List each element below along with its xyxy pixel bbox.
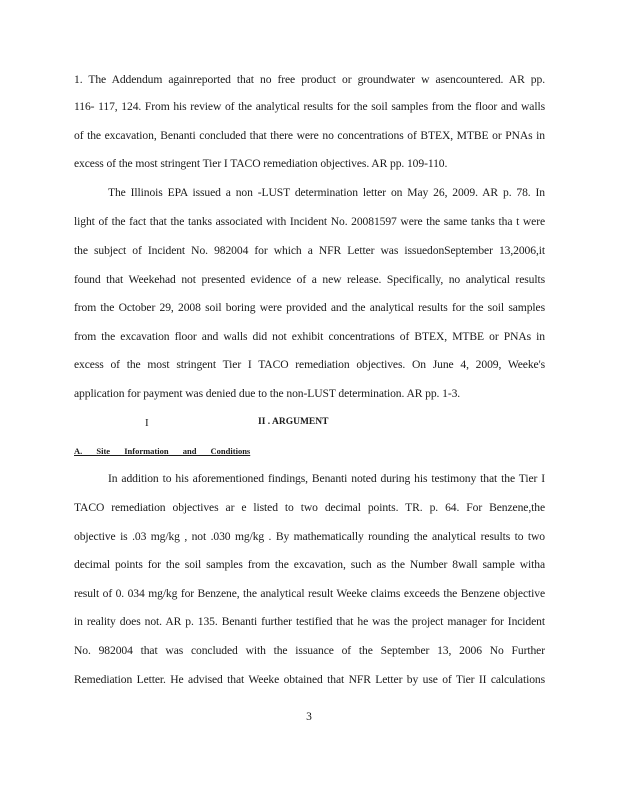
text-line: objective is .03 mg/kg , not .030 mg/kg . By mathematically rounding the analytical results to two (74, 530, 545, 543)
text-line: excess of the most stringent Tier I TACO remediation objectives. AR pp. 109-110. (74, 157, 448, 170)
text-line: Remediation Letter. He advised that Weeke obtained that NFR Letter by use of Tier II calculations (74, 673, 545, 686)
text-line: from the excavation floor and walls did not exhibit concentrations of BTEX, MTBE or PNAs in (74, 330, 545, 343)
subsection-heading: A. Site Information and Conditions (74, 446, 251, 456)
text-line: 1. The Addendum againreported that no free product or groundwater w asencountered. AR pp. (74, 73, 545, 86)
text-line: the subject of Incident No. 982004 for which a NFR Letter was issuedonSeptember 13,2006,it (74, 244, 545, 257)
text-line: In addition to his aforementioned findings, Benanti noted during his testimony that the Tier I (108, 472, 545, 485)
text-line: found that Weekehad not presented evidence of a new release. Specifically, no analytical results (74, 273, 545, 286)
text-line: of the excavation, Benanti concluded that there were no concentrations of BTEX, MTBE or PNAs in (74, 129, 545, 142)
text-line: 116- 117, 124. From his review of the analytical results for the soil samples from the floor and walls (74, 100, 545, 113)
text-line: in reality does not. AR p. 135. Benanti further testified that he was the project manager for Incident (74, 615, 545, 628)
page-number: 3 (306, 711, 312, 723)
section-heading (0, 417, 618, 433)
text-line: from the October 29, 2008 soil boring were provided and the analytical results for the soil samples (74, 301, 545, 314)
text-line: result of 0. 034 mg/kg for Benzene, the analytical result Weeke claims exceeds the Benzene objective (74, 587, 545, 600)
section-title: II . ARGUMENT (258, 417, 329, 427)
text-line: light of the fact that the tanks associated with Incident No. 20081597 were the same tanks tha t were (74, 215, 545, 228)
section-number: I (145, 417, 149, 429)
text-line: No. 982004 that was concluded with the issuance of the September 13, 2006 No Further (74, 644, 545, 657)
text-line: The Illinois EPA issued a non -LUST determination letter on May 26, 2009. AR p. 78. In (108, 186, 545, 199)
text-line: application for payment was denied due to the non-LUST determination. AR pp. 1-3. (74, 387, 461, 400)
text-line: decimal points for the soil samples from the excavation, such as the Number 8wall sample witha (74, 558, 545, 571)
text-line: excess of the most stringent Tier I TACO remediation objectives. On June 4, 2009, Weeke's (74, 358, 545, 371)
text-line: TACO remediation objectives ar e listed to two decimal points. TR. p. 64. For Benzene,the (74, 501, 545, 514)
